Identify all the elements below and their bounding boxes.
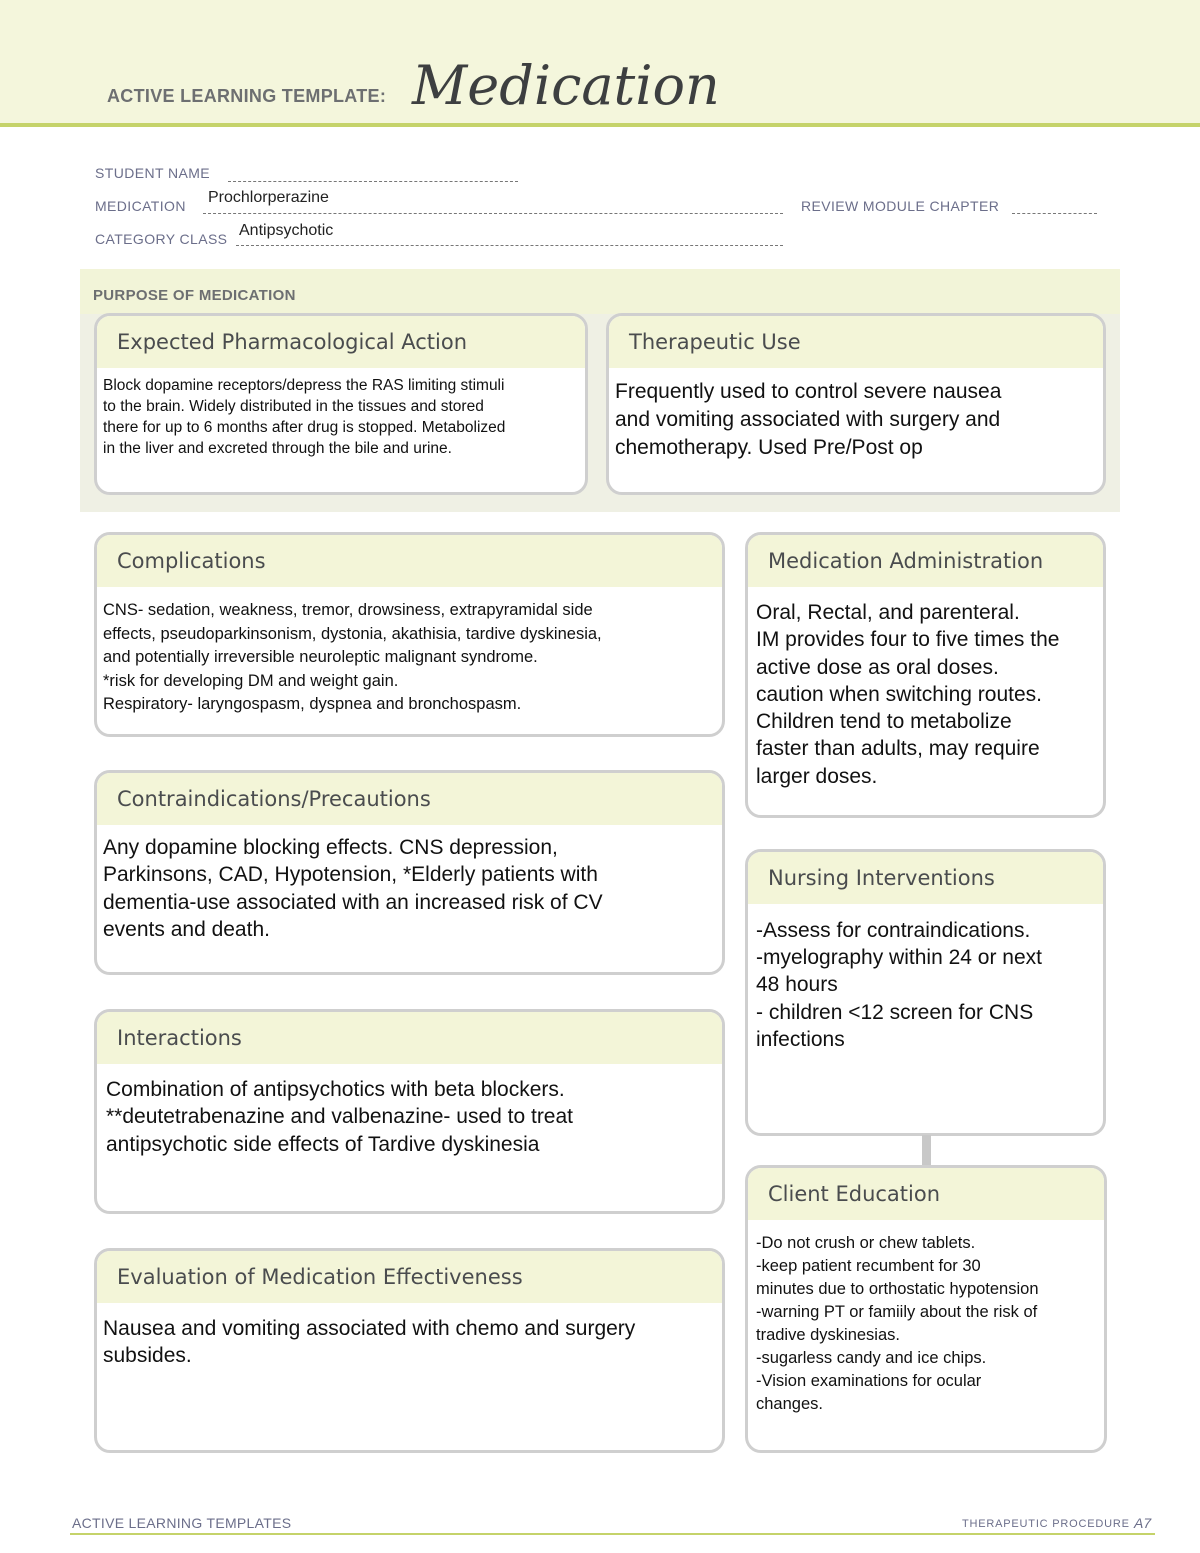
medication-value: Prochlorperazine: [208, 189, 329, 206]
education-body: [748, 1220, 1104, 1416]
body-line: 48 hours: [756, 973, 838, 997]
header-rule: [0, 123, 1200, 127]
administration-body: [748, 587, 1103, 790]
therapeutic-use-box: [606, 313, 1106, 495]
body-line: Block dopamine receptors/depress the RAS limiting stimuli: [103, 377, 505, 394]
medication-field[interactable]: [203, 213, 783, 214]
body-line: - children <12 screen for CNS: [756, 1000, 1034, 1024]
body-line: events and death.: [103, 917, 270, 941]
body-line: -keep patient recumbent for 30: [756, 1257, 981, 1275]
body-line: Parkinsons, CAD, Hypotension, *Elderly patients with: [103, 863, 598, 887]
category-label: CATEGORY CLASS: [95, 231, 228, 247]
complications-title: Complications: [97, 535, 722, 587]
body-line: changes.: [756, 1395, 823, 1413]
review-module-label: REVIEW MODULE CHAPTER: [801, 198, 1000, 214]
contraindications-body: [97, 825, 722, 943]
therapeutic-use-title: Therapeutic Use: [609, 316, 1103, 368]
body-line: larger doses.: [756, 764, 878, 788]
interactions-title: Interactions: [97, 1012, 722, 1064]
footer-left-label: ACTIVE LEARNING TEMPLATES: [72, 1515, 292, 1531]
contraindications-title: Contraindications/Precautions: [97, 773, 722, 825]
body-line: active dose as oral doses.: [756, 655, 999, 679]
administration-box: [745, 532, 1106, 818]
body-line: Oral, Rectal, and parenteral.: [756, 601, 1020, 624]
body-line: **deutetrabenazine and valbenazine- used to treat: [106, 1105, 574, 1129]
body-line: in the liver and excreted through the bile and urine.: [103, 440, 452, 457]
education-title: Client Education: [748, 1168, 1104, 1220]
body-line: subsides.: [103, 1344, 192, 1368]
body-line: -Assess for contraindications.: [756, 919, 1031, 942]
body-line: chemotherapy. Used Pre/Post op: [615, 436, 923, 459]
footer-right-label: THERAPEUTIC PROCEDURE: [962, 1518, 1130, 1530]
body-line: -Vision examinations for ocular: [756, 1372, 982, 1390]
body-line: CNS- sedation, weakness, tremor, drowsiness, extrapyramidal side: [103, 601, 593, 619]
nursing-title: Nursing Interventions: [748, 852, 1103, 904]
expected-action-body: [97, 368, 585, 459]
complications-body: [97, 587, 722, 717]
body-line: there for up to 6 months after drug is stopped. Metabolized: [103, 419, 506, 436]
therapeutic-use-body: [609, 368, 1103, 462]
education-box: [745, 1165, 1107, 1453]
interactions-body: [97, 1064, 722, 1158]
body-line: IM provides four to five times the: [756, 628, 1060, 652]
body-line: dementia-use associated with an increased risk of CV: [103, 890, 603, 914]
body-line: -sugarless candy and ice chips.: [756, 1349, 987, 1367]
template-label: ACTIVE LEARNING TEMPLATE:: [107, 86, 387, 106]
student-name-label: STUDENT NAME: [95, 165, 210, 181]
body-line: and vomiting associated with surgery and: [615, 408, 1001, 431]
body-line: minutes due to orthostatic hypotension: [756, 1280, 1039, 1298]
footer-rule: [70, 1533, 1155, 1535]
interactions-box: [94, 1009, 725, 1214]
body-line: Frequently used to control severe nausea: [615, 380, 1002, 403]
medication-label: MEDICATION: [95, 198, 186, 214]
body-line: infections: [756, 1027, 845, 1051]
body-line: tradive dyskinesias.: [756, 1326, 900, 1344]
body-line: antipsychotic side effects of Tardive dyskinesia: [106, 1132, 540, 1156]
body-line: *risk for developing DM and weight gain.: [103, 671, 399, 690]
expected-action-title: Expected Pharmacological Action: [97, 316, 585, 368]
evaluation-title: Evaluation of Medication Effectiveness: [97, 1251, 722, 1303]
category-field[interactable]: [236, 245, 783, 246]
body-line: Nausea and vomiting associated with chemo and surgery: [103, 1317, 636, 1340]
body-line: Children tend to metabolize: [756, 710, 1012, 734]
body-line: -Do not crush or chew tablets.: [756, 1234, 976, 1252]
body-line: -warning PT or famiily about the risk of: [756, 1303, 1038, 1321]
body-line: Any dopamine blocking effects. CNS depression,: [103, 836, 558, 859]
body-line: Combination of antipsychotics with beta blockers.: [106, 1078, 565, 1101]
body-line: to the brain. Widely distributed in the tissues and stored: [103, 398, 484, 415]
contraindications-box: [94, 770, 725, 975]
expected-action-box: [94, 313, 588, 495]
evaluation-body: [97, 1303, 722, 1370]
nursing-body: [748, 904, 1103, 1053]
body-line: effects, pseudoparkinsonism, dystonia, akathisia, tardive dyskinesia,: [103, 624, 602, 643]
box-connector: [922, 1135, 931, 1167]
page-number: A7: [1134, 1515, 1152, 1531]
body-line: -myelography within 24 or next: [756, 946, 1042, 970]
body-line: and potentially irreversible neuroleptic malignant syndrome.: [103, 648, 538, 666]
nursing-box: [745, 849, 1106, 1136]
body-line: caution when switching routes.: [756, 682, 1042, 706]
body-line: faster than adults, may require: [756, 737, 1040, 761]
complications-box: [94, 532, 725, 737]
page-title: Medication: [412, 54, 720, 117]
purpose-label: PURPOSE OF MEDICATION: [93, 287, 296, 304]
body-line: Respiratory- laryngospasm, dyspnea and bronchospasm.: [103, 695, 522, 713]
evaluation-box: [94, 1248, 725, 1453]
administration-title: Medication Administration: [748, 535, 1103, 587]
review-module-field[interactable]: [1012, 213, 1097, 214]
category-value: Antipsychotic: [239, 222, 334, 239]
student-name-field[interactable]: [228, 181, 518, 182]
